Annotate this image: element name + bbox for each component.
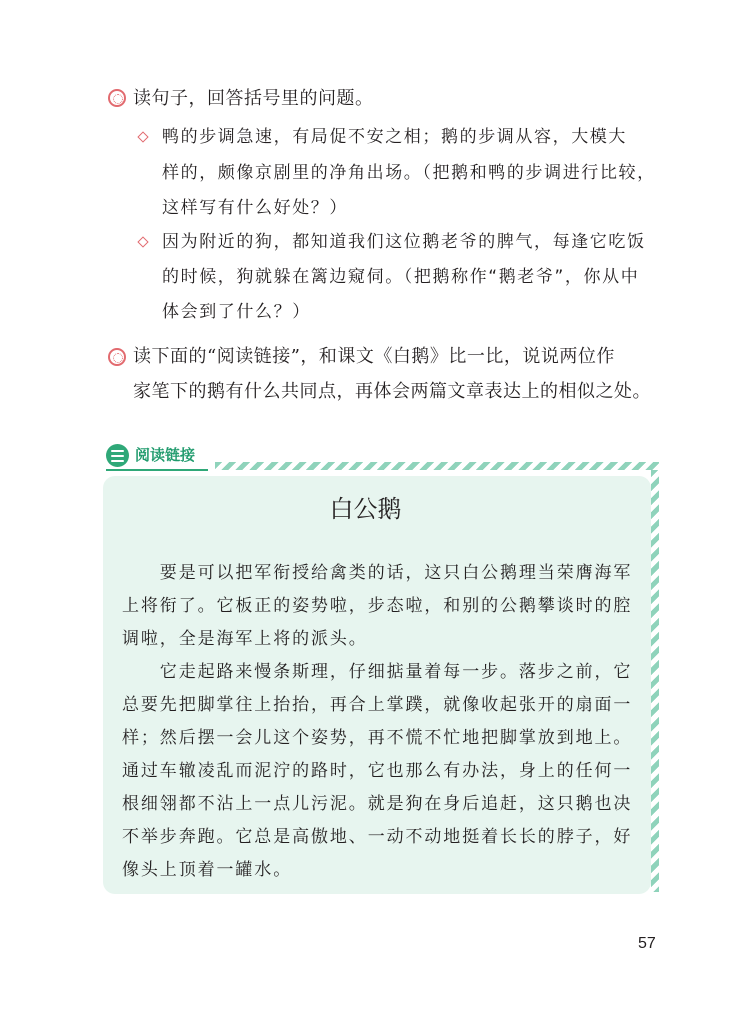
decorative-stripe-top — [215, 462, 659, 470]
article-line: 根细翎都不沾上一点儿污泥。就是狗在身后追赶，这只鹅也决 — [122, 794, 633, 814]
article-line: 总要先把脚掌往上抬抬，再合上掌蹼，就像收起张开的扇面一 — [122, 695, 633, 715]
question-1-item-1-line: 鸭的步调急速，有局促不安之相；鹅的步调从容，大模大 — [162, 127, 627, 147]
question-1-item-2-line: 体会到了什么？） — [162, 302, 311, 322]
article-line: 不举步奔跑。它总是高傲地、一动不动地挺着长长的脖子，好 — [122, 827, 633, 847]
question-1-item-1-line: 这样写有什么好处？） — [162, 198, 348, 218]
question-1-item-1-line: 样的，颇像京剧里的净角出场。（把鹅和鸭的步调进行比较， — [162, 163, 656, 183]
decorative-stripe-right — [651, 470, 659, 892]
diamond-bullet-icon — [137, 236, 148, 247]
reading-link-label: 阅读链接 — [135, 446, 196, 464]
article-line: 上将衔了。它板正的姿势啦，步态啦，和别的公鹅攀谈时的腔 — [122, 596, 633, 616]
page-number: 57 — [638, 935, 656, 952]
question-bullet-icon — [108, 89, 126, 107]
question-bullet-icon — [108, 348, 126, 366]
article-line: 要是可以把军衔授给禽类的话，这只白公鹅理当荣膺海军 — [122, 563, 633, 583]
book-icon — [106, 444, 129, 467]
diamond-bullet-icon — [137, 131, 148, 142]
article-line: 样；然后摆一会儿这个姿势，再不慌不忙地把脚掌放到地上。 — [122, 728, 633, 748]
reading-link-underline — [106, 469, 208, 471]
question-1-item-2-line: 的时候，狗就躲在篱边窥伺。（把鹅称作“鹅老爷”，你从中 — [162, 267, 640, 287]
article-line: 像头上顶着一罐水。 — [122, 860, 293, 880]
question-2-line: 家笔下的鹅有什么共同点，再体会两篇文章表达上的相似之处。 — [133, 381, 651, 402]
article-title: 白公鹅 — [329, 495, 402, 523]
question-2-line: 读下面的“阅读链接”，和课文《白鹅》比一比，说说两位作 — [133, 346, 615, 367]
article-line: 通过车辙凌乱而泥泞的路时，它也那么有办法，身上的任何一 — [122, 761, 633, 781]
article-line: 它走起路来慢条斯理，仔细掂量着每一步。落步之前，它 — [122, 662, 633, 682]
question-1-item-2-line: 因为附近的狗，都知道我们这位鹅老爷的脾气，每逢它吃饭 — [162, 232, 646, 252]
article-line: 调啦，全是海军上将的派头。 — [122, 629, 368, 649]
question-1-prompt: 读句子，回答括号里的问题。 — [133, 88, 374, 109]
